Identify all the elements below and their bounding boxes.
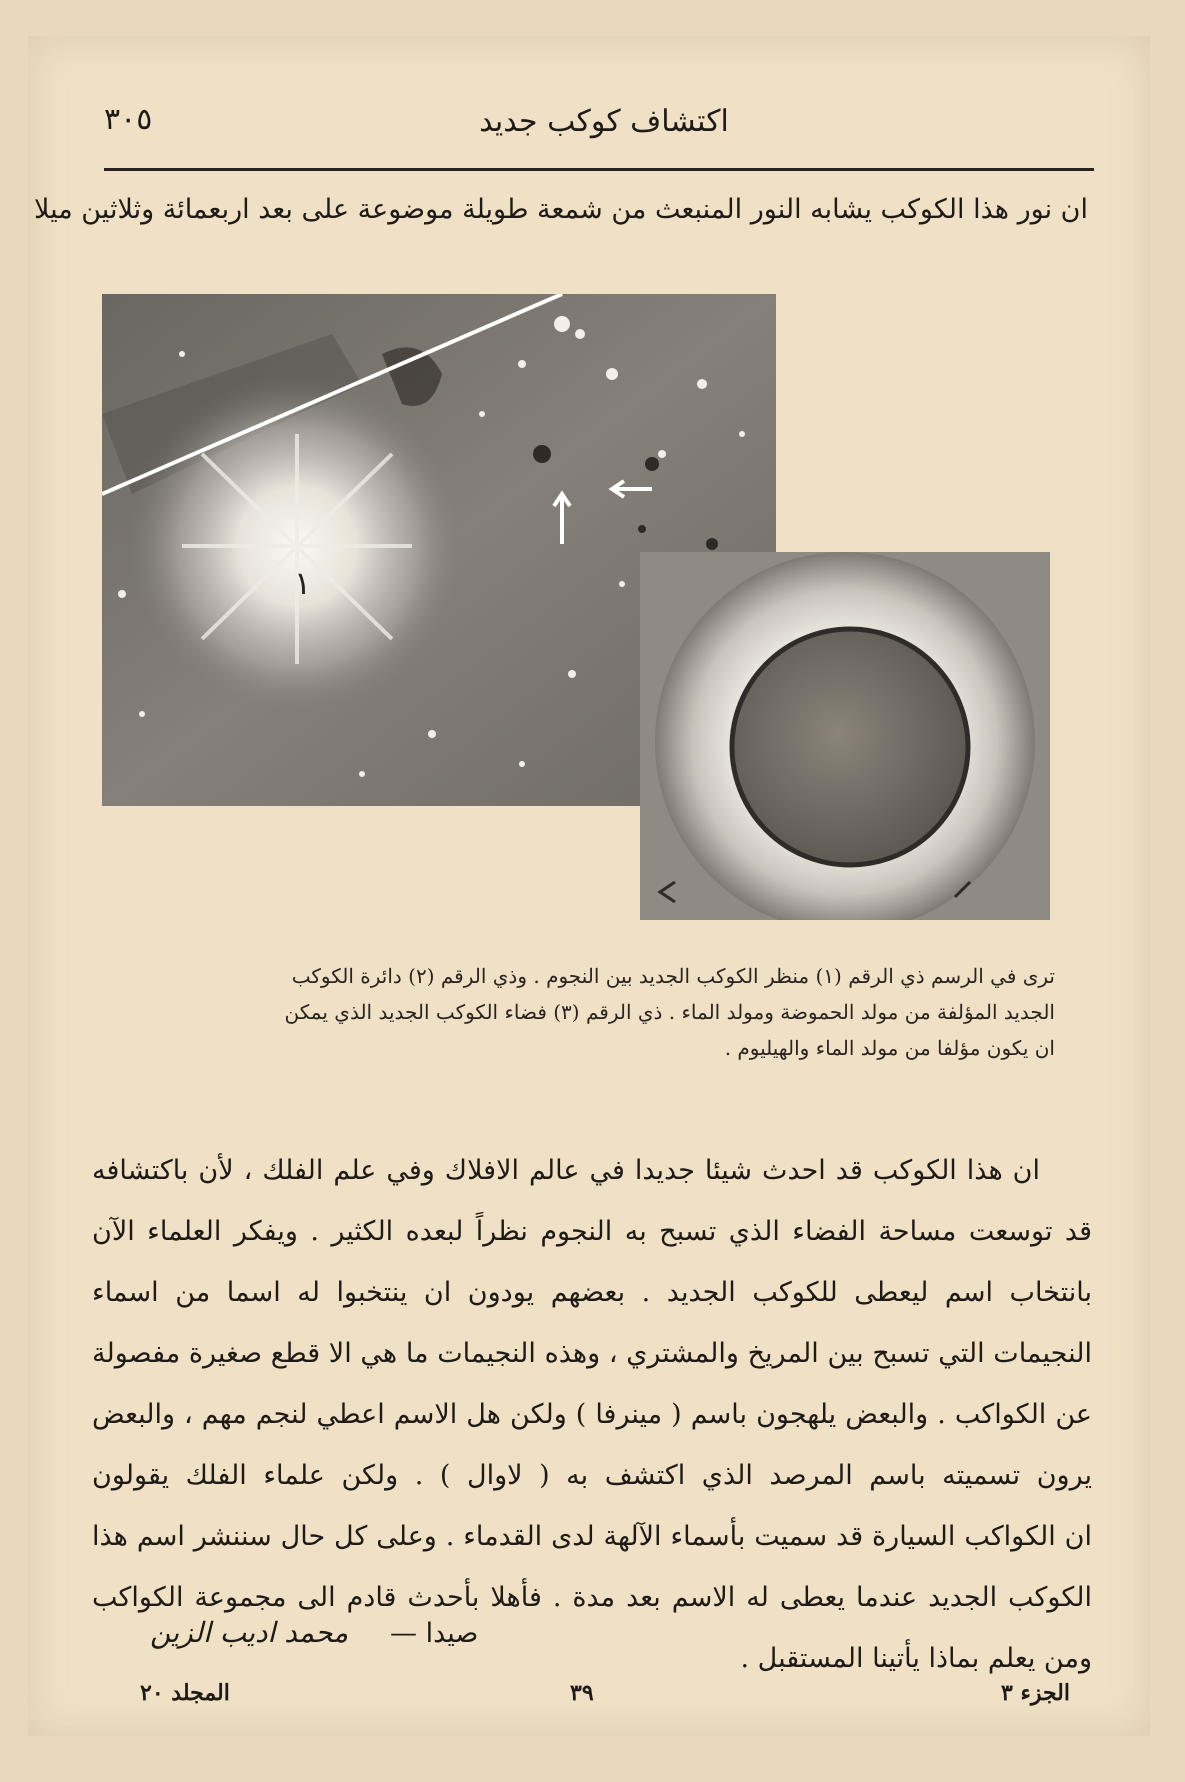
body-line: الكوكب الجديد عندما يعطى له الاسم بعد مدة . فأهلا بأحدث قادم الى مجموعة الكواكب bbox=[92, 1582, 1092, 1613]
body-line: قد توسعت مساحة الفضاء الذي تسبح به النجوم نظراً لبعده الكثير . ويفكر العلماء الآن bbox=[92, 1216, 1092, 1247]
body-line: ان الكواكب السيارة قد سميت بأسماء الآلهة لدى القدماء . وعلى كل حال سننشر اسم هذا bbox=[92, 1521, 1092, 1552]
body-line: بانتخاب اسم ليعطى للكوكب الجديد . بعضهم يودون ان ينتخبوا له اسما من اسماء bbox=[92, 1277, 1092, 1308]
figure-caption bbox=[100, 958, 1055, 1066]
caption-line: ترى في الرسم ذي الرقم (١) منظر الكوكب الجديد بين النجوم . وذي الرقم (٢) دائرة الكوكب bbox=[291, 964, 1055, 988]
footer-sheet-number: ٣٩ bbox=[570, 1680, 594, 1706]
caption-line: الجديد المؤلفة من مولد الحموضة ومولد الماء . ذي الرقم (٣) فضاء الكوكب الجديد الذي يمكن bbox=[284, 1000, 1055, 1024]
header-rule bbox=[104, 168, 1094, 171]
page-header bbox=[104, 100, 1094, 150]
signature-place: صيدا — bbox=[390, 1618, 479, 1649]
plate-planet-photo bbox=[640, 552, 1050, 920]
running-title: اكتشاف كوكب جديد bbox=[479, 104, 729, 139]
article-body bbox=[92, 1140, 1092, 1689]
body-line: ومن يعلم بماذا يأتينا المستقبل . bbox=[740, 1643, 1092, 1674]
author-signature: محمد اديب الزين bbox=[150, 1616, 349, 1649]
plate-marker-1: ١ bbox=[294, 564, 312, 602]
footer-volume: المجلد ٢٠ bbox=[140, 1680, 230, 1706]
body-line: ان هذا الكوكب قد احدث شيئا جديدا في عالم الافلاك وفي علم الفلك ، لأن باكتشافه bbox=[92, 1155, 1040, 1186]
footer-part: الجزء ٣ bbox=[1001, 1680, 1070, 1706]
page-footer bbox=[140, 1680, 1070, 1720]
body-line: النجيمات التي تسبح بين المريخ والمشتري ، وهذه النجيمات ما هي الا قطع صغيرة مفصولة bbox=[92, 1338, 1092, 1369]
signature-block bbox=[150, 1616, 550, 1666]
body-line: عن الكواكب . والبعض يلهجون باسم ( مينرفا ) ولكن هل الاسم اعطي لنجم مهم ، والبعض bbox=[92, 1399, 1092, 1430]
opening-line: ان نور هذا الكوكب يشابه النور المنبعث من شمعة طويلة موضوعة على بعد اربعمائة وثلاثين ميلا bbox=[33, 194, 1088, 225]
caption-line: ان يكون مؤلفا من مولد الماء والهيليوم . bbox=[724, 1036, 1055, 1060]
body-line: يرون تسميته باسم المرصد الذي اكتشف به ( لاوال ) . ولكن علماء الفلك يقولون bbox=[92, 1460, 1092, 1491]
page-number: ٣٠٥ bbox=[104, 102, 153, 137]
planet-disk-image bbox=[640, 552, 1050, 920]
